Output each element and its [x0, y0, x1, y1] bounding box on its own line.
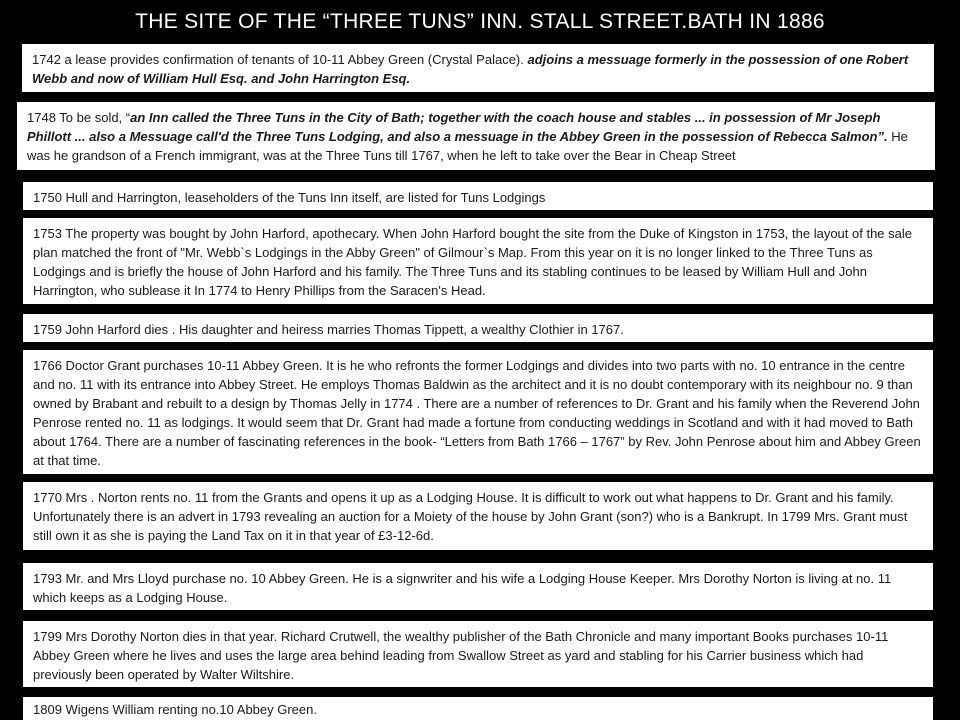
entry-text: 1759 John Harford dies . His daughter and heiress marries Thomas Tippett, a wealthy Clothier in 1767.	[33, 322, 624, 337]
entry-1793	[23, 563, 933, 610]
entry-1809	[23, 697, 933, 720]
entry-text: 1748 To be sold, “	[27, 110, 131, 125]
entry-1799	[23, 621, 933, 687]
entry-1753	[23, 218, 933, 304]
entry-quote: an Inn called the Three Tuns in the City of Bath; together with the coach house and stables ... in possession of Mr Joseph Phillott ... also a Messuage call'd the Three Tuns Lodging, and also a messuage in the Abbey Green in the possession of Rebecca Salmon”.	[27, 110, 888, 144]
entry-text: 1742 a lease provides confirmation of tenants of 10-11 Abbey Green (Crystal Palace).	[32, 52, 528, 67]
entry-text: 1793 Mr. and Mrs Lloyd purchase no. 10 Abbey Green. He is a signwriter and his wife a Lodging House Keeper. Mrs Dorothy Norton is living at no. 11 which keeps as a Lodging House.	[33, 571, 892, 605]
entry-1759	[23, 314, 933, 342]
entry-text: 1753 The property was bought by John Harford, apothecary. When John Harford bought the site from the Duke of Kingston in 1753, the layout of the sale plan matched the front of "Mr. Webb`s Lodgings in the Abby Green" of Gilmour`s Map. From this year on it is no longer linked to the Three Tuns as Lodgings and is briefly the house of John Harford and his family. The Three Tuns and its stabling continues to be leased by William Hull and John Harrington, who sublease it In 1774 to Henry Phillips from the Saracen's Head.	[33, 226, 912, 298]
entry-text: 1809 Wigens William renting no.10 Abbey Green.	[33, 702, 317, 717]
entry-text: 1766 Doctor Grant purchases 10-11 Abbey Green. It is he who refronts the former Lodgings and divides into two parts with no. 10 entrance in the centre and no. 11 with its entrance into Abbey Street. He employs Thomas Baldwin as the architect and it is no doubt contemporary with its neighbour no. 9 than owned by Brabant and rebuilt to a design by Thomas Jelly in 1774 . There are a number of references to Dr. Grant and his family when the Reverend John Penrose rented no. 11 as lodgings. It would seem that Dr. Grant had made a fortune from conducting weddings in Scotland and with it had moved to Bath about 1764. There are a number of fascinating references in the book- “Letters from Bath 1766 – 1767” by Rev. John Penrose about him and Abbey Green at that time.	[33, 358, 921, 468]
page-title: THE SITE OF THE “THREE TUNS” INN. STALL STREET.BATH IN 1886	[135, 10, 825, 33]
entry-1748	[17, 102, 935, 170]
entry-text: 1770 Mrs . Norton rents no. 11 from the Grants and opens it up as a Lodging House. It is difficult to work out what happens to Dr. Grant and his family. Unfortunately there is an advert in 1793 revealing an auction for a Moiety of the house by John Grant (son?) who is a Bankrupt. In 1799 Mrs. Grant must still own it as she is paying the Land Tax on it in that year of £3-12-6d.	[33, 490, 908, 543]
entry-text: 1750 Hull and Harrington, leaseholders of the Tuns Inn itself, are listed for Tuns Lodgings	[33, 190, 546, 205]
entry-1750	[23, 182, 933, 210]
entry-quote: adjoins a messuage formerly in the possession of one Robert Webb and now of William Hull Esq. and John Harrington Esq.	[32, 52, 909, 86]
entry-1770	[23, 482, 933, 550]
entry-1766	[23, 350, 933, 474]
entry-1742	[22, 44, 934, 92]
entry-text: 1799 Mrs Dorothy Norton dies in that year. Richard Crutwell, the wealthy publisher of the Bath Chronicle and many important Books purchases 10-11 Abbey Green where he lives and uses the large area behind leading from Swallow Street as yard and stabling for his Carrier business which had previously been operated by Walter Wiltshire.	[33, 629, 889, 682]
entry-text-tail: He was he grandson of a French immigrant, was at the Three Tuns till 1767, when he left to take over the Bear in Cheap Street	[27, 129, 908, 163]
